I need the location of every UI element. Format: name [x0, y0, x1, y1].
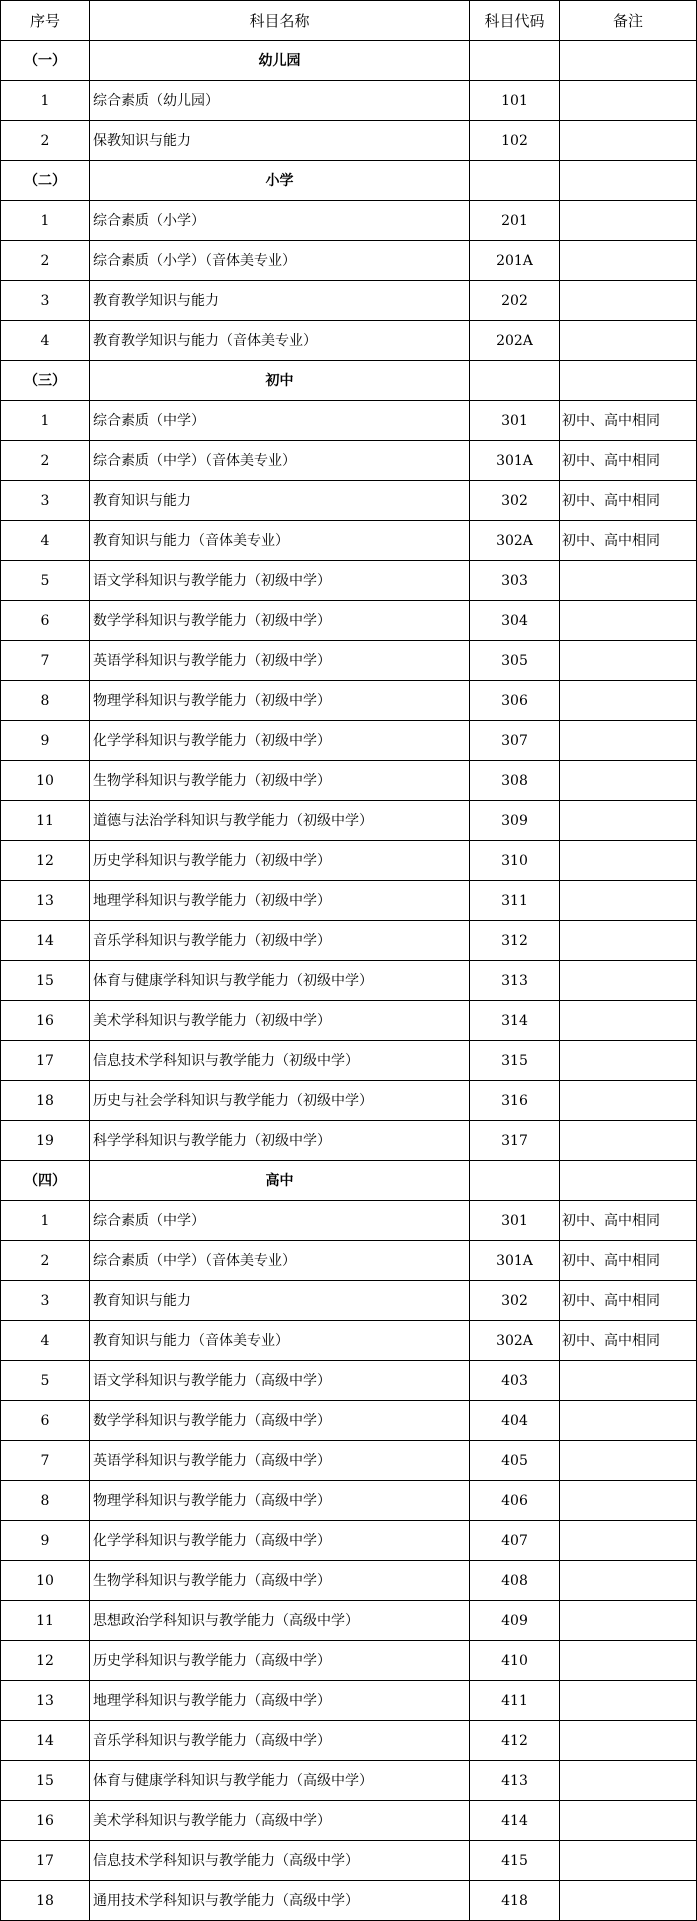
- serial-number-cell: 18: [1, 1081, 90, 1121]
- table-row: [1, 1401, 697, 1441]
- subject-name-cell: 教育知识与能力: [90, 1281, 470, 1321]
- serial-number-cell: 1: [1, 81, 90, 121]
- subject-code-cell: 410: [470, 1641, 560, 1681]
- serial-number-cell: 15: [1, 1761, 90, 1801]
- remarks-cell: [560, 161, 697, 201]
- table-row: [1, 281, 697, 321]
- subject-name-cell: 高中: [90, 1161, 470, 1201]
- table-row: [1, 401, 697, 441]
- subject-name-cell: 英语学科知识与教学能力（高级中学）: [90, 1441, 470, 1481]
- serial-number-cell: （二）: [1, 161, 90, 201]
- table-row: [1, 1121, 697, 1161]
- subject-code-cell: 301: [470, 1201, 560, 1241]
- remarks-cell: [560, 361, 697, 401]
- table-row: [1, 881, 697, 921]
- subject-code-cell: 405: [470, 1441, 560, 1481]
- remarks-cell: 初中、高中相同: [560, 441, 697, 481]
- table-row: [1, 841, 697, 881]
- subject-name-cell: 科学学科知识与教学能力（初级中学）: [90, 1121, 470, 1161]
- subject-code-cell: 317: [470, 1121, 560, 1161]
- remarks-cell: [560, 841, 697, 881]
- serial-number-cell: 5: [1, 1361, 90, 1401]
- remarks-cell: [560, 201, 697, 241]
- remarks-cell: [560, 1521, 697, 1561]
- subject-name-cell: 物理学科知识与教学能力（高级中学）: [90, 1481, 470, 1521]
- table-row: [1, 1561, 697, 1601]
- subject-name-cell: 数学学科知识与教学能力（初级中学）: [90, 601, 470, 641]
- remarks-cell: 初中、高中相同: [560, 521, 697, 561]
- serial-number-cell: 19: [1, 1121, 90, 1161]
- remarks-cell: [560, 1001, 697, 1041]
- remarks-cell: 初中、高中相同: [560, 1281, 697, 1321]
- serial-number-cell: 10: [1, 1561, 90, 1601]
- table-row: [1, 1241, 697, 1281]
- subject-name-cell: 物理学科知识与教学能力（初级中学）: [90, 681, 470, 721]
- table-row: [1, 521, 697, 561]
- remarks-cell: [560, 1041, 697, 1081]
- subject-name-cell: 幼儿园: [90, 41, 470, 81]
- subject-name-cell: 地理学科知识与教学能力（高级中学）: [90, 1681, 470, 1721]
- remarks-cell: [560, 41, 697, 81]
- serial-number-cell: 14: [1, 921, 90, 961]
- subject-name-cell: 体育与健康学科知识与教学能力（高级中学）: [90, 1761, 470, 1801]
- subject-code-cell: 202: [470, 281, 560, 321]
- remarks-cell: [560, 281, 697, 321]
- table-row: [1, 761, 697, 801]
- subject-name-cell: 教育教学知识与能力: [90, 281, 470, 321]
- remarks-cell: [560, 81, 697, 121]
- table-row: [1, 681, 697, 721]
- subject-code-cell: 307: [470, 721, 560, 761]
- subject-code-cell: 301A: [470, 441, 560, 481]
- serial-number-cell: 5: [1, 561, 90, 601]
- subject-name-cell: 道德与法治学科知识与教学能力（初级中学）: [90, 801, 470, 841]
- subject-code-cell: 409: [470, 1601, 560, 1641]
- table-row: [1, 1841, 697, 1881]
- serial-number-cell: 1: [1, 1201, 90, 1241]
- subject-code-cell: [470, 361, 560, 401]
- subject-code-cell: 301: [470, 401, 560, 441]
- table-row: [1, 1041, 697, 1081]
- table-row: [1, 1801, 697, 1841]
- table-row: [1, 481, 697, 521]
- subject-name-cell: 综合素质（中学）: [90, 1201, 470, 1241]
- subject-code-cell: 302A: [470, 521, 560, 561]
- remarks-cell: [560, 601, 697, 641]
- remarks-cell: [560, 1721, 697, 1761]
- table-row: [1, 441, 697, 481]
- remarks-cell: [560, 1601, 697, 1641]
- serial-number-cell: 13: [1, 881, 90, 921]
- header-subject-name: 科目名称: [90, 1, 470, 41]
- serial-number-cell: 1: [1, 401, 90, 441]
- table-row: [1, 921, 697, 961]
- serial-number-cell: （三）: [1, 361, 90, 401]
- remarks-cell: [560, 681, 697, 721]
- remarks-cell: [560, 561, 697, 601]
- remarks-cell: [560, 961, 697, 1001]
- subject-code-cell: 302A: [470, 1321, 560, 1361]
- subject-name-cell: 化学学科知识与教学能力（初级中学）: [90, 721, 470, 761]
- serial-number-cell: 11: [1, 801, 90, 841]
- subject-name-cell: 教育知识与能力（音体美专业）: [90, 1321, 470, 1361]
- subject-code-cell: 301A: [470, 1241, 560, 1281]
- remarks-cell: [560, 1401, 697, 1441]
- subject-code-cell: 101: [470, 81, 560, 121]
- table-row: [1, 1361, 697, 1401]
- subject-name-cell: 体育与健康学科知识与教学能力（初级中学）: [90, 961, 470, 1001]
- subject-name-cell: 综合素质（小学）（音体美专业）: [90, 241, 470, 281]
- remarks-cell: 初中、高中相同: [560, 1321, 697, 1361]
- subject-code-cell: 302: [470, 1281, 560, 1321]
- remarks-cell: [560, 881, 697, 921]
- subject-code-cell: [470, 1161, 560, 1201]
- subject-name-cell: 综合素质（中学）: [90, 401, 470, 441]
- serial-number-cell: 8: [1, 1481, 90, 1521]
- subject-code-cell: 411: [470, 1681, 560, 1721]
- serial-number-cell: 2: [1, 441, 90, 481]
- subject-name-cell: 语文学科知识与教学能力（初级中学）: [90, 561, 470, 601]
- subject-name-cell: 化学学科知识与教学能力（高级中学）: [90, 1521, 470, 1561]
- remarks-cell: [560, 1761, 697, 1801]
- subject-name-cell: 信息技术学科知识与教学能力（初级中学）: [90, 1041, 470, 1081]
- serial-number-cell: 17: [1, 1841, 90, 1881]
- section-row: [1, 1161, 697, 1201]
- subject-name-cell: 思想政治学科知识与教学能力（高级中学）: [90, 1601, 470, 1641]
- serial-number-cell: 13: [1, 1681, 90, 1721]
- remarks-cell: [560, 1681, 697, 1721]
- serial-number-cell: 12: [1, 841, 90, 881]
- subject-code-cell: [470, 161, 560, 201]
- subject-name-cell: 地理学科知识与教学能力（初级中学）: [90, 881, 470, 921]
- serial-number-cell: 11: [1, 1601, 90, 1641]
- subject-code-cell: 201: [470, 201, 560, 241]
- subject-code-cell: 406: [470, 1481, 560, 1521]
- subject-name-cell: 生物学科知识与教学能力（初级中学）: [90, 761, 470, 801]
- table-row: [1, 1521, 697, 1561]
- header-remarks: 备注: [560, 1, 697, 41]
- remarks-cell: [560, 921, 697, 961]
- remarks-cell: [560, 1441, 697, 1481]
- table-row: [1, 81, 697, 121]
- table-row: [1, 241, 697, 281]
- header-subject-code: 科目代码: [470, 1, 560, 41]
- subject-code-cell: 316: [470, 1081, 560, 1121]
- subject-code-cell: 408: [470, 1561, 560, 1601]
- serial-number-cell: 9: [1, 721, 90, 761]
- subject-code-cell: [470, 41, 560, 81]
- subject-code-cell: 201A: [470, 241, 560, 281]
- serial-number-cell: 16: [1, 1001, 90, 1041]
- table-row: [1, 1601, 697, 1641]
- table-row: [1, 561, 697, 601]
- remarks-cell: [560, 1841, 697, 1881]
- table-row: [1, 1441, 697, 1481]
- subject-code-cell: 407: [470, 1521, 560, 1561]
- table-row: [1, 721, 697, 761]
- table-row: [1, 1681, 697, 1721]
- subject-code-cell: 404: [470, 1401, 560, 1441]
- table-row: [1, 1081, 697, 1121]
- remarks-cell: [560, 641, 697, 681]
- subject-name-cell: 语文学科知识与教学能力（高级中学）: [90, 1361, 470, 1401]
- subject-code-cell: 304: [470, 601, 560, 641]
- serial-number-cell: 2: [1, 121, 90, 161]
- remarks-cell: [560, 1121, 697, 1161]
- serial-number-cell: 9: [1, 1521, 90, 1561]
- subject-code-cell: 312: [470, 921, 560, 961]
- subject-name-cell: 小学: [90, 161, 470, 201]
- subject-name-cell: 美术学科知识与教学能力（初级中学）: [90, 1001, 470, 1041]
- remarks-cell: [560, 321, 697, 361]
- subject-name-cell: 综合素质（中学）（音体美专业）: [90, 1241, 470, 1281]
- table-row: [1, 1881, 697, 1921]
- subject-code-cell: 310: [470, 841, 560, 881]
- subject-code-cell: 403: [470, 1361, 560, 1401]
- remarks-cell: [560, 1081, 697, 1121]
- remarks-cell: 初中、高中相同: [560, 1201, 697, 1241]
- remarks-cell: [560, 241, 697, 281]
- subject-name-cell: 综合素质（小学）: [90, 201, 470, 241]
- remarks-cell: [560, 1361, 697, 1401]
- table-row: [1, 1321, 697, 1361]
- subject-name-cell: 综合素质（幼儿园）: [90, 81, 470, 121]
- subject-name-cell: 历史与社会学科知识与教学能力（初级中学）: [90, 1081, 470, 1121]
- serial-number-cell: 4: [1, 321, 90, 361]
- table-row: [1, 201, 697, 241]
- serial-number-cell: （一）: [1, 41, 90, 81]
- serial-number-cell: 14: [1, 1721, 90, 1761]
- table-row: [1, 1281, 697, 1321]
- subject-name-cell: 音乐学科知识与教学能力（初级中学）: [90, 921, 470, 961]
- subject-code-cell: 302: [470, 481, 560, 521]
- serial-number-cell: 17: [1, 1041, 90, 1081]
- subject-name-cell: 保教知识与能力: [90, 121, 470, 161]
- remarks-cell: [560, 121, 697, 161]
- serial-number-cell: 15: [1, 961, 90, 1001]
- remarks-cell: [560, 721, 697, 761]
- subject-code-cell: 308: [470, 761, 560, 801]
- serial-number-cell: 3: [1, 1281, 90, 1321]
- serial-number-cell: 18: [1, 1881, 90, 1921]
- table-row: [1, 961, 697, 1001]
- serial-number-cell: 2: [1, 241, 90, 281]
- remarks-cell: [560, 1161, 697, 1201]
- table-row: [1, 1481, 697, 1521]
- serial-number-cell: 1: [1, 201, 90, 241]
- subject-name-cell: 初中: [90, 361, 470, 401]
- remarks-cell: [560, 801, 697, 841]
- remarks-cell: [560, 1561, 697, 1601]
- remarks-cell: [560, 1641, 697, 1681]
- remarks-cell: [560, 1881, 697, 1921]
- serial-number-cell: 7: [1, 1441, 90, 1481]
- subject-code-cell: 412: [470, 1721, 560, 1761]
- serial-number-cell: 4: [1, 521, 90, 561]
- table-row: [1, 121, 697, 161]
- serial-number-cell: 7: [1, 641, 90, 681]
- serial-number-cell: 2: [1, 1241, 90, 1281]
- subject-code-cell: 102: [470, 121, 560, 161]
- subject-code-cell: 414: [470, 1801, 560, 1841]
- section-row: [1, 361, 697, 401]
- table-row: [1, 321, 697, 361]
- subject-name-cell: 教育知识与能力: [90, 481, 470, 521]
- subject-name-cell: 生物学科知识与教学能力（高级中学）: [90, 1561, 470, 1601]
- serial-number-cell: 3: [1, 481, 90, 521]
- serial-number-cell: 12: [1, 1641, 90, 1681]
- table-body: [1, 41, 697, 1921]
- serial-number-cell: 10: [1, 761, 90, 801]
- subject-code-cell: 313: [470, 961, 560, 1001]
- subject-name-cell: 综合素质（中学）（音体美专业）: [90, 441, 470, 481]
- table-row: [1, 1721, 697, 1761]
- serial-number-cell: 6: [1, 1401, 90, 1441]
- subject-code-cell: 314: [470, 1001, 560, 1041]
- serial-number-cell: 16: [1, 1801, 90, 1841]
- subject-name-cell: 教育教学知识与能力（音体美专业）: [90, 321, 470, 361]
- subject-name-cell: 教育知识与能力（音体美专业）: [90, 521, 470, 561]
- serial-number-cell: 8: [1, 681, 90, 721]
- subject-code-cell: 415: [470, 1841, 560, 1881]
- subject-code-cell: 303: [470, 561, 560, 601]
- subject-name-cell: 通用技术学科知识与教学能力（高级中学）: [90, 1881, 470, 1921]
- subject-code-cell: 311: [470, 881, 560, 921]
- table-row: [1, 1001, 697, 1041]
- serial-number-cell: 4: [1, 1321, 90, 1361]
- subject-code-cell: 309: [470, 801, 560, 841]
- table-row: [1, 1201, 697, 1241]
- remarks-cell: [560, 1481, 697, 1521]
- subject-code-cell: 305: [470, 641, 560, 681]
- section-row: [1, 161, 697, 201]
- subject-name-cell: 历史学科知识与教学能力（高级中学）: [90, 1641, 470, 1681]
- subject-code-cell: 315: [470, 1041, 560, 1081]
- remarks-cell: 初中、高中相同: [560, 1241, 697, 1281]
- subject-name-cell: 历史学科知识与教学能力（初级中学）: [90, 841, 470, 881]
- remarks-cell: [560, 1801, 697, 1841]
- subject-name-cell: 数学学科知识与教学能力（高级中学）: [90, 1401, 470, 1441]
- header-serial-number: 序号: [1, 1, 90, 41]
- subject-name-cell: 美术学科知识与教学能力（高级中学）: [90, 1801, 470, 1841]
- section-row: [1, 41, 697, 81]
- table-row: [1, 1641, 697, 1681]
- subject-code-cell: 306: [470, 681, 560, 721]
- table-row: [1, 641, 697, 681]
- subject-name-cell: 音乐学科知识与教学能力（高级中学）: [90, 1721, 470, 1761]
- serial-number-cell: 3: [1, 281, 90, 321]
- subject-name-cell: 信息技术学科知识与教学能力（高级中学）: [90, 1841, 470, 1881]
- subject-code-cell: 413: [470, 1761, 560, 1801]
- table-row: [1, 1761, 697, 1801]
- subject-code-cell: 418: [470, 1881, 560, 1921]
- serial-number-cell: （四）: [1, 1161, 90, 1201]
- serial-number-cell: 6: [1, 601, 90, 641]
- remarks-cell: 初中、高中相同: [560, 481, 697, 521]
- remarks-cell: [560, 761, 697, 801]
- subject-code-cell: 202A: [470, 321, 560, 361]
- subject-name-cell: 英语学科知识与教学能力（初级中学）: [90, 641, 470, 681]
- table-row: [1, 601, 697, 641]
- header-row: [1, 1, 697, 41]
- table-row: [1, 801, 697, 841]
- remarks-cell: 初中、高中相同: [560, 401, 697, 441]
- table-header: [1, 1, 697, 41]
